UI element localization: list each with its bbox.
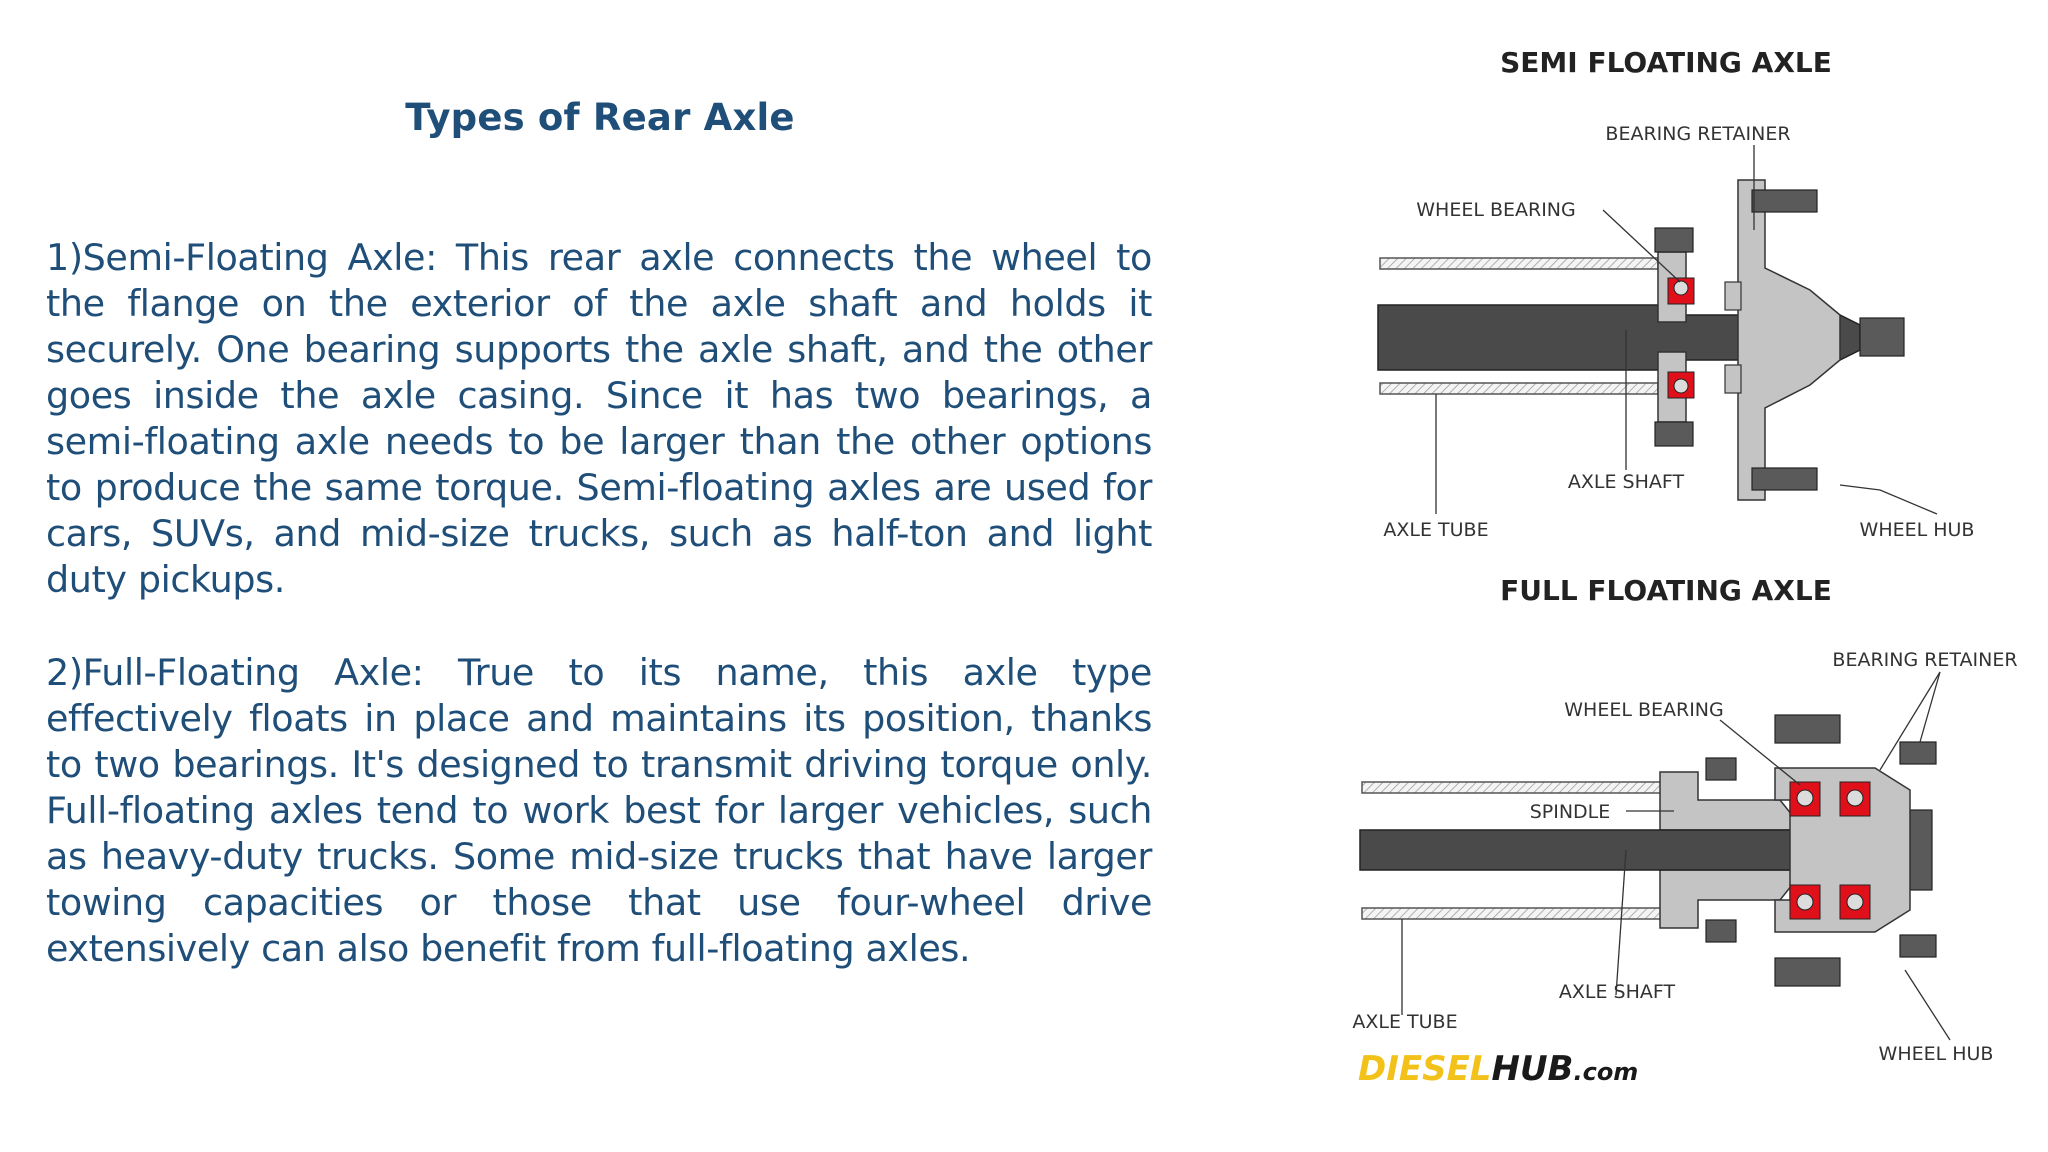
axle-diagram	[1320, 30, 2040, 1120]
full-axle-tube-upper	[1362, 782, 1662, 793]
full-label-axle-shaft: AXLE SHAFT	[1558, 981, 1676, 1003]
semi-retainer-bolt-lower	[1655, 422, 1693, 446]
semi-axle-tube-upper	[1380, 258, 1658, 269]
semi-bearing-ball-lower	[1674, 379, 1688, 393]
paragraph-semi-floating: 1)Semi-Floating Axle: This rear axle connects the wheel to the flange on the exterior of the axle shaft and holds it securely. One bearing supports the axle shaft, and the other goes inside the axle casing. Since it has two bearings, a semi-floating axle needs to be larger than the other options to produce the same torque. Semi-floating axles are used for cars, SUVs, and mid-size trucks, such as half-ton and light duty pickups.	[46, 236, 1152, 601]
semi-label-wheel-hub: WHEEL HUB	[1859, 519, 1975, 541]
svg-text:DIESELHUB.com	[1358, 1049, 1638, 1089]
semi-axle-tube-lower	[1380, 383, 1658, 394]
semi-label-axle-tube: AXLE TUBE	[1383, 519, 1489, 541]
full-bearing-ball-1	[1797, 790, 1813, 806]
semi-leader-wheel-hub	[1840, 485, 1937, 514]
semi-hub-stud-upper	[1752, 190, 1817, 212]
full-hub-stud-upper	[1775, 715, 1840, 743]
full-leader-wheel-hub	[1905, 970, 1950, 1040]
logo-part-com: .com	[1573, 1058, 1639, 1086]
semi-hub-lip-lower	[1725, 365, 1741, 393]
full-leader-bearing-retainer-2	[1920, 672, 1940, 742]
semi-label-bearing-retainer: BEARING RETAINER	[1605, 123, 1791, 145]
dieselhub-logo	[1358, 1049, 1638, 1089]
full-spindle-bolt-lower	[1706, 920, 1736, 942]
paragraph-full-floating: 2)Full-Floating Axle: True to its name, this axle type effectively floats in place and maintains its position, thanks to two bearings. It's designed to transmit driving torque only. Full-floating axles tend to work best for larger vehicles, such as heavy-duty trucks. Some mid-size trucks that have larger towing capacities or those that use four-wheel drive extensively can also benefit from full-floating axles.	[46, 651, 1152, 970]
semi-bearing-ball-upper	[1674, 281, 1688, 295]
full-label-bearing-retainer: BEARING RETAINER	[1832, 649, 2018, 671]
full-bearing-ball-3	[1797, 894, 1813, 910]
full-floating-title: FULL FLOATING AXLE	[1500, 574, 1832, 607]
logo-part-diesel: DIESEL	[1358, 1049, 1492, 1089]
full-shaft-flange	[1910, 810, 1932, 890]
semi-label-axle-shaft: AXLE SHAFT	[1567, 471, 1685, 493]
full-label-spindle: SPINDLE	[1529, 801, 1611, 823]
full-label-axle-tube: AXLE TUBE	[1352, 1011, 1458, 1033]
semi-floating-title: SEMI FLOATING AXLE	[1500, 46, 1832, 79]
full-axle-tube-lower	[1362, 908, 1662, 919]
full-bearing-ball-2	[1847, 790, 1863, 806]
full-label-wheel-hub: WHEEL HUB	[1878, 1043, 1994, 1065]
semi-hub-stud-lower	[1752, 468, 1817, 490]
slide-title: Types of Rear Axle	[405, 96, 795, 139]
full-hub-stud-lower	[1775, 958, 1840, 986]
semi-shaft-threads	[1860, 318, 1904, 356]
semi-hub-lip-upper	[1725, 282, 1741, 310]
full-retainer-bolt-lower	[1900, 935, 1936, 957]
semi-wheel-hub	[1738, 180, 1840, 500]
logo-part-hub: HUB	[1491, 1049, 1574, 1089]
semi-retainer-bolt-upper	[1655, 228, 1693, 252]
full-label-wheel-bearing: WHEEL BEARING	[1564, 699, 1724, 721]
full-leader-axle-shaft	[1616, 850, 1626, 995]
full-spindle-bolt-upper	[1706, 758, 1736, 780]
semi-label-wheel-bearing: WHEEL BEARING	[1416, 199, 1576, 221]
full-retainer-bolt-upper	[1900, 742, 1936, 764]
full-bearing-ball-4	[1847, 894, 1863, 910]
